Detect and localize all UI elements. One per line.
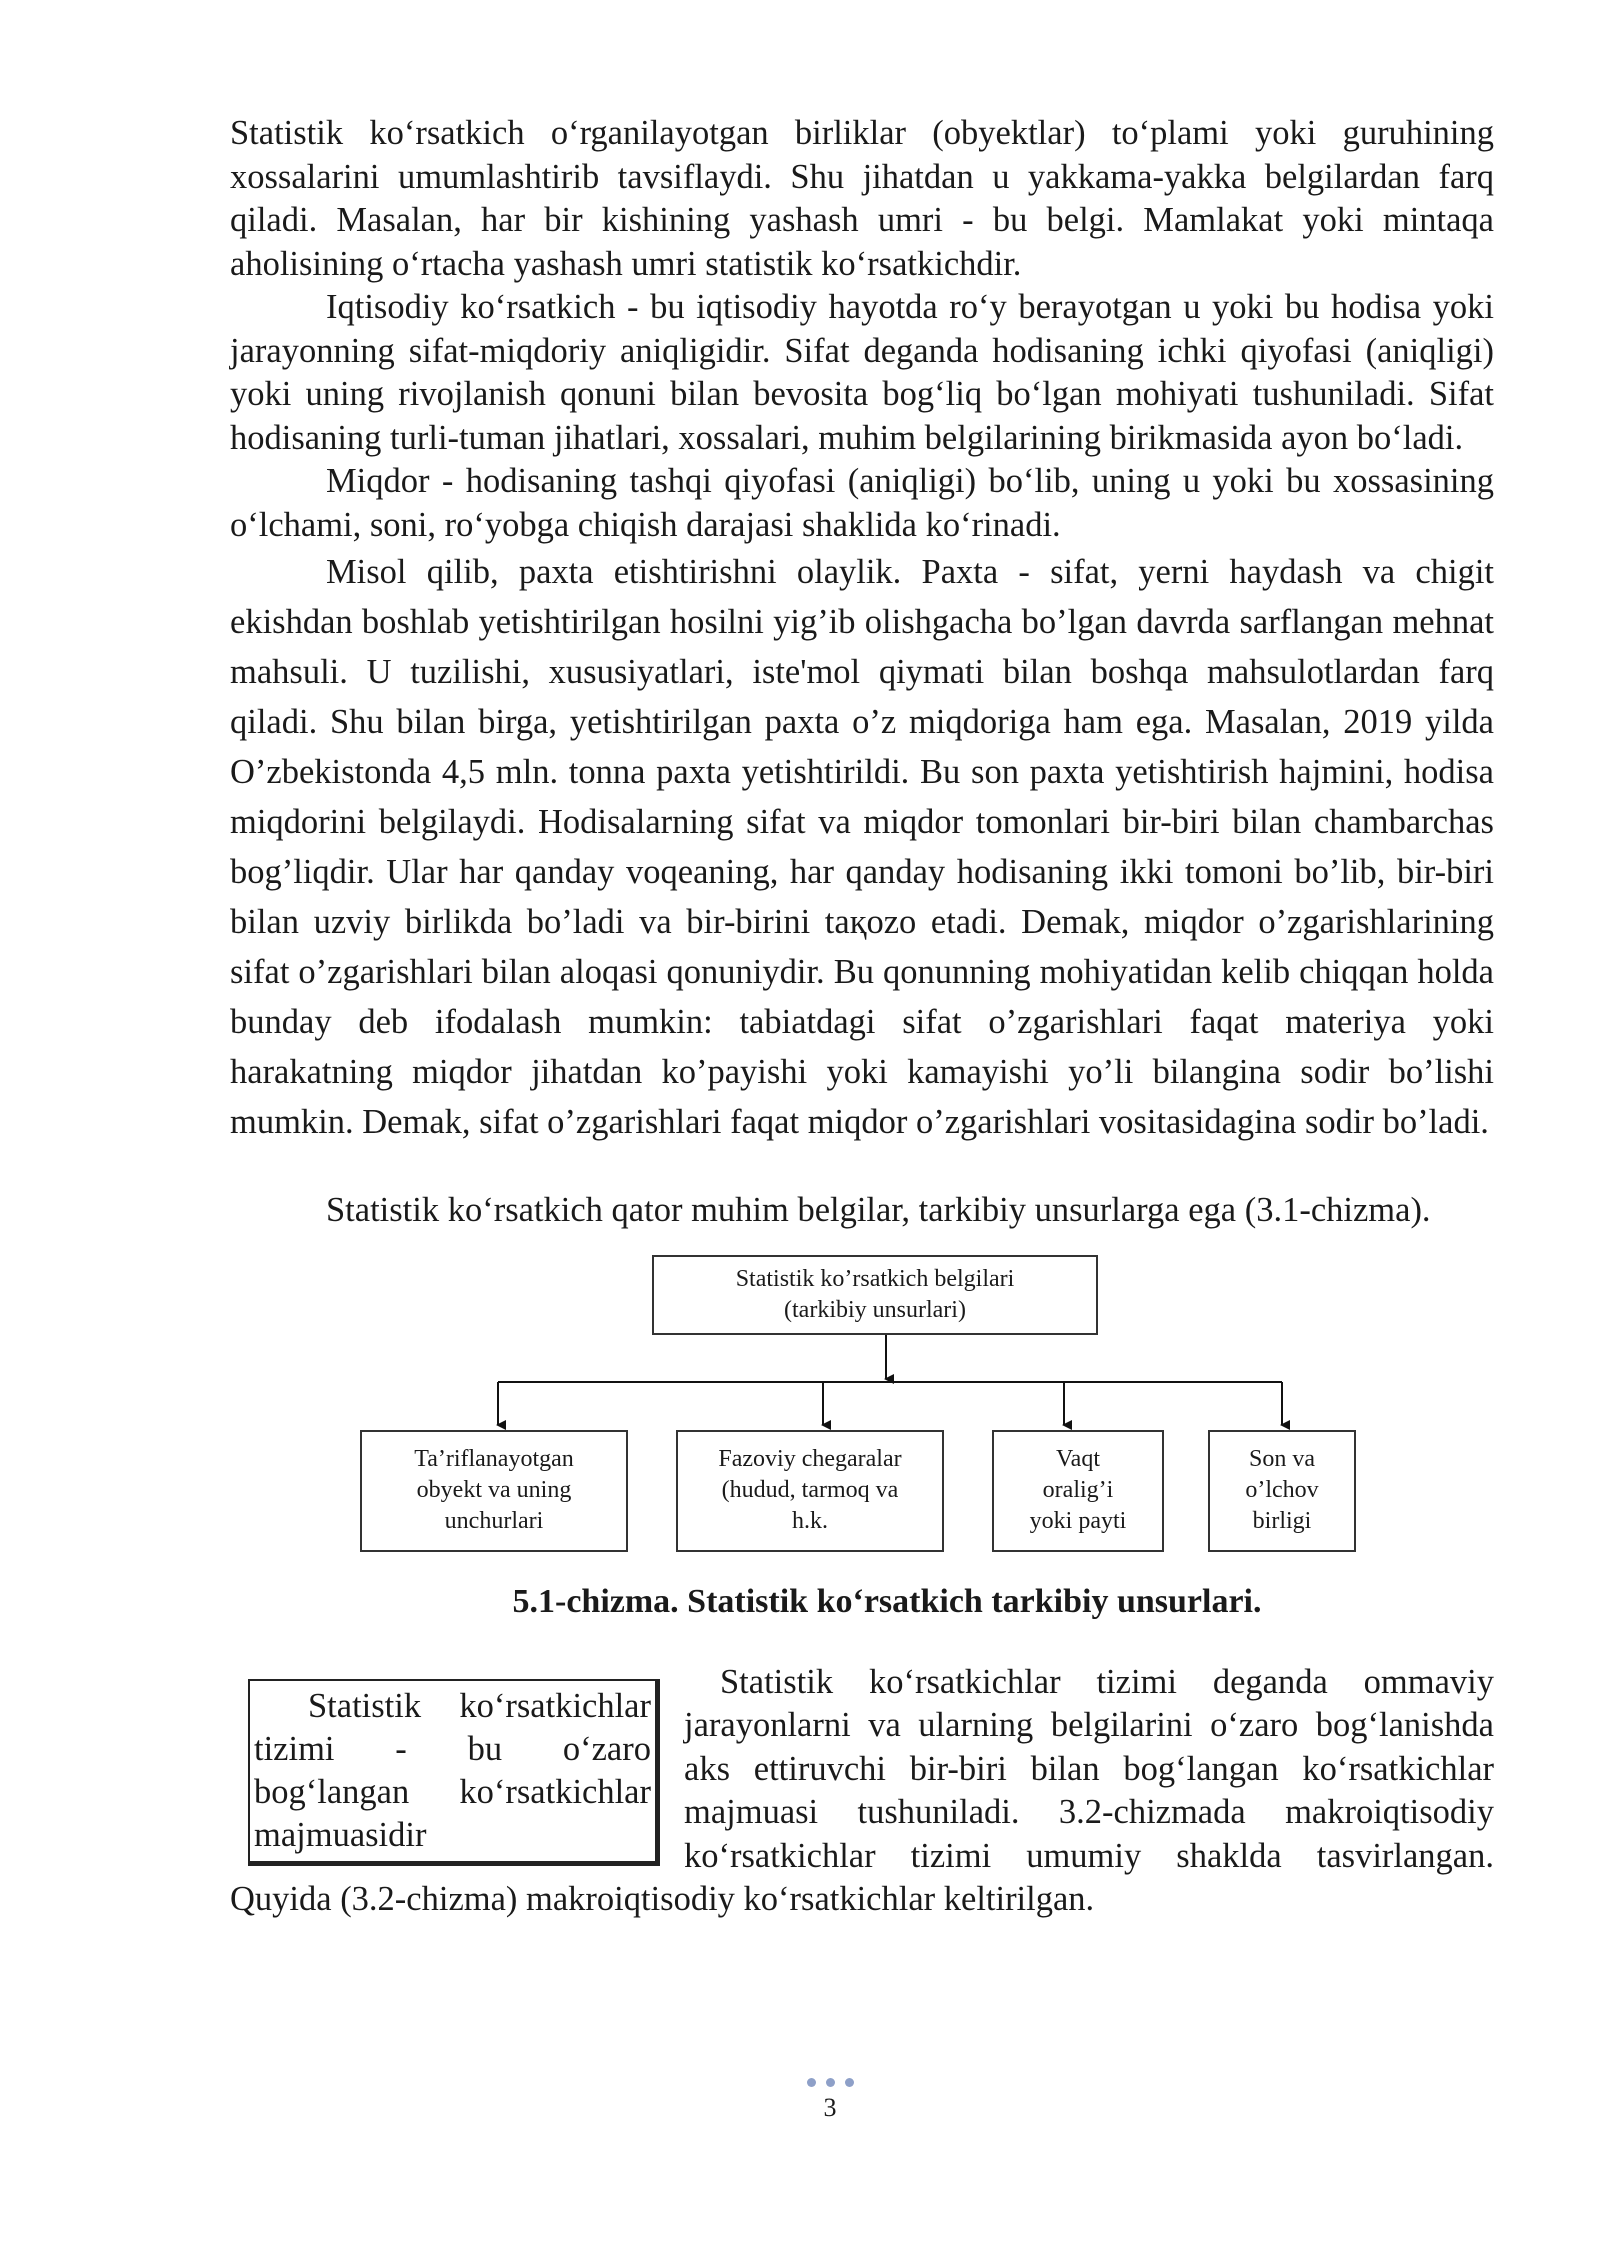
page-content [230,112,1494,1922]
paragraph-2: Iqtisodiy koʻrsatkich - bu iqtisodiy hayotda roʻy berayotgan u yoki bu hodisa yoki jarayonning sifat-miqdoriy aniqligidir. Sifat deganda hodisaning ichki qiyofasi (aniqligi) yoki uning rivojlanish qonuni bilan bevosita bogʻliq boʻlgan mohiyati tushuniladi. Sifat hodisaning turli-tuman jihatlari, xossalari, muhim belgilarining birikmasida ayon boʻladi. [230,288,1494,457]
paragraph-1: Statistik koʻrsatkich oʻrganilayotgan birliklar (obyektlar) toʻplami yoki guruhining xossalarini umumlashtirib tavsiflaydi. Shu jihatdan u yakkama-yakka belgilardan farq qiladi. Masalan, har bir kishining yashash umri - bu belgi. Mamlakat yoki mintaqa aholisining oʻrtacha yashash umri statistik koʻrsatkichdir. [230,114,1494,283]
top-box-line: Statistik ko’rsatkich belgilari [735,1265,1015,1292]
paragraph-4: Misol qilib, paxta etishtirishni olaylik. Paxta - sifat, yerni haydash va chigit ekishdan boshlab yetishtirilgan hosilni yig’ib olishgacha bo’lgan davrda sarflangan mehnat mahsuli. U tuzilishi, xususiyatlari, iste'mol qiymati bilan boshqa mahsulotlardan farq qiladi. Shu bilan birga, yetishtirilgan paxta o’z miqdoriga ham ega. Masalan, 2019 yilda O’zbekistonda 4,5 mln. tonna paxta yetishtirildi. Bu son paxta yetishtirish hajmini, hodisa miqdorini belgilaydi. Hodisalarning sifat va miqdor tomonlari bir-biri bilan chambarchas bog’liqdir. Ular har qanday voqeaning, har qanday hodisaning ikki tomoni bo’lib, bir-biri bilan uzviy birlikda bo’ladi va bir-birini taқozo etadi. Demak, miqdor o’zgarishlarining sifat o’zgarishlari bilan aloqasi qonuniydir. Bu qonunning mohiyatidan kelib chiqqan holda bunday deb ifodalash mumkin: tabiatdagi sifat o’zgarishlari faqat materiya yoki harakatning miqdor jihatdan ko’payishi yoki kamayishi yo’li bilangina sodir bo’lishi mumkin. Demak, sifat o’zgarishlari faqat miqdor o’zgarishlari vositasidagina sodir bo’ladi. [230,553,1494,1141]
child-box-line: obyekt va uning [416,1477,572,1503]
diagram-child-box [992,1430,1164,1552]
top-box-line: (tarkibiy unsurlari) [784,1296,966,1323]
child-box-line: oralig’i [1042,1477,1114,1503]
footer-dots [60,2078,1600,2087]
components-diagram [230,1255,1494,1575]
child-box-line: h.k. [791,1508,828,1534]
child-box-line: Vaqt [1056,1446,1100,1472]
paragraph-5: Statistik koʻrsatkich qator muhim belgilar, tarkibiy unsurlarga ega (3.1-chizma). [326,1191,1431,1229]
child-box-line: o’lchov [1245,1477,1319,1503]
child-box-line: yoki payti [1029,1508,1127,1534]
paragraph-6: Statistik koʻrsatkichlar tizimi deganda ommaviy jarayonlarni va ularning belgilarini oʻzaro bogʻlanishda aks ettiruvchi bir-biri bilan bogʻlangan koʻrsatkichlar majmuasi tushuniladi. 3.2-chizmada makroiqtisodiy koʻrsatkichlar tizimi umumiy shaklda tasvirlangan. Quyida (3.2-chizma) makroiqtisodiy koʻrsatkichlar keltirilgan. [230,1662,1494,1918]
definition-box: Statistik koʻrsatkichlar tizimi - bu oʻzaro bogʻlangan koʻrsatkichlar majmuasidir [248,1679,660,1866]
definition-section [230,1661,1494,1922]
diagram-child-box [360,1430,628,1552]
child-box-line: unchurlari [444,1508,544,1534]
child-box-line: Son va [1249,1446,1315,1472]
diagram-top-box [652,1255,1098,1335]
page-footer [0,2078,1600,2123]
page-number: 3 [823,2093,837,2122]
diagram-child-box [1208,1430,1356,1552]
child-box-line: birligi [1252,1508,1312,1534]
paragraph-3: Miqdor - hodisaning tashqi qiyofasi (aniqligi) boʻlib, uning u yoki bu xossasining oʻlchami, soni, roʻyobga chiqish darajasi shaklida koʻrinadi. [230,462,1494,544]
child-box-line: (hudud, tarmoq va [721,1477,899,1503]
diagram-caption: 5.1-chizma. Statistik koʻrsatkich tarkibiy unsurlari. [512,1582,1262,1620]
child-box-line: Ta’riflanayotgan [414,1446,574,1472]
diagram-child-box [676,1430,944,1552]
child-box-line: Fazoviy chegaralar [718,1446,902,1472]
